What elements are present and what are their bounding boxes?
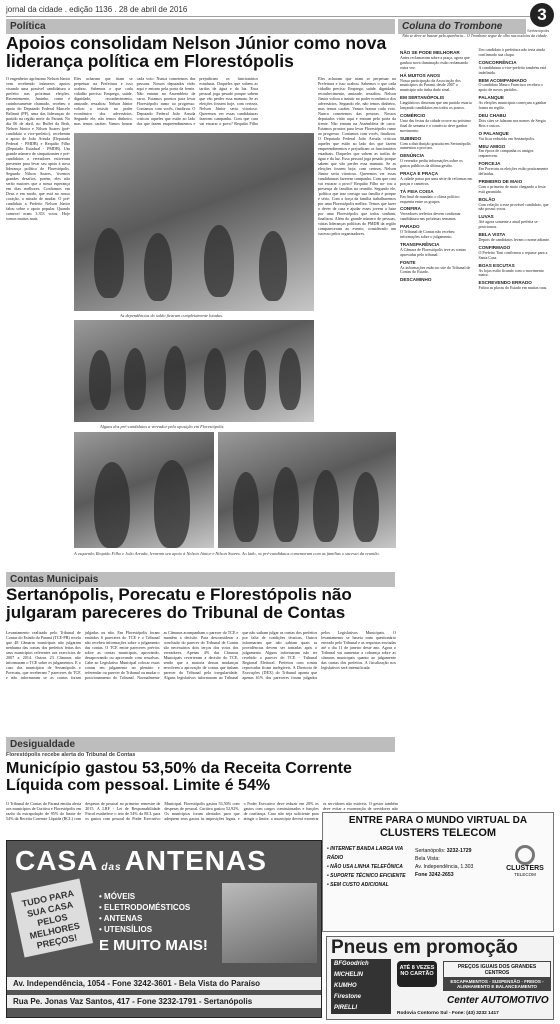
column-item-text: A candidatura a vice-prefeito também está indefinida.: [478, 64, 547, 75]
column-item-title: CONFIRA: [400, 206, 421, 212]
column-item-title: TÁ FEIA COISA: [400, 188, 434, 194]
column-item: [400, 137, 474, 152]
clusters-bullet: • SEM CUSTO ADICIONAL: [327, 882, 389, 888]
column-item-text: O Tribunal de Contas não recebeu informações sobre o julgamento.: [400, 229, 455, 239]
story1-body-right: Eles acharam que iriam se perpetuar na Prefeitura e isso acabou. Sabemos o que cada cidadão precisa: Emprego, saúde, dignidade, reconhecimento, amizade, ressaltou. Nelson Júnior voltou a insistir no poder econômico dos adversários. Segundo ele, não temos dinheiro, mas temos caráter. Vamos honrar cada voto. Nunca cometemos das pessoas. Nossos deputados virão aqui e entram pela porta da frente. Não entram na Assembleia de carro. Estamos prontos para levar Florestópolis rumo ao progresso. Contamos com vocês, finalizou. O Deputado Federal João Arruda criticou aqueles que estão ao lado dos que fazem empreendimentos e prejudicam os funcionários estaduais. Daqueles que sobem as tarifas de água e da luz. Essa pessoal joga pesado porque sabem que vão perder essa mamata. Se as eleições fossem hoje, com certeza, Nelson Júnior seria vitorioso. Queremos ver essas candidaturas fazerem campanha. Com que cara vai encarar o povo? Requião Filho no- tou a presença de famílias na reunião. Segundo ele, 'política que traz consigo sua família é porque é sério. Com a força da família trabalharemos por uma Florestópolis melhor. Temos que fazer o dever de casa e ajudar esses jovens a lutar por uma Florestópolis que todos sonham, finalizou. Além do grande número de pessoas, várias lideranças políticas do PMDB da região compareceram ao evento, considerado um sucesso pelos organizadores.: [318, 76, 396, 236]
column-item-title: BOAS ESCUTAS: [478, 262, 515, 268]
column-item-title: FONTE: [400, 259, 416, 265]
casa-product-image: [222, 883, 317, 963]
column-item-text: As lojas estão ficando com o movimento maior.: [478, 267, 544, 278]
clusters-logo: CLUSTERS TELECOM: [499, 845, 551, 885]
casa-address1: Av. Independência, 1054 - Fone 3242-3601 - Bela Vista do Paraíso: [7, 977, 321, 990]
column-item: [479, 180, 553, 195]
column-item-title: NÃO SE PODE MELHORAR: [400, 50, 460, 55]
clusters-bullet: • INTERNET BANDA LARGA VIA RÁDIO: [327, 846, 403, 861]
column-item-title: PARADO: [400, 224, 420, 230]
tire-brand: BFGoodrich: [334, 961, 369, 967]
column-item: [479, 132, 553, 142]
pneus-price-box: PREÇOS IGUAIS DOS GRANDES CENTROS: [443, 961, 551, 979]
pneus-title: Pneus em promoção: [331, 937, 518, 958]
column-item-text: Em final de mandato o clima político esquenta entre os grupos.: [400, 193, 460, 204]
pneus-brand: Center AUTOMOTIVO: [447, 995, 549, 1006]
story1-photo-families: [218, 432, 396, 548]
column-item-text: Com o primeiro de maio chegando a festa está garantida.: [478, 183, 546, 194]
column-item: [479, 114, 553, 129]
pneus-installments: ATÉ 8 VEZES NO CARTÃO: [397, 961, 437, 987]
clusters-contact: Sertanópolis: 3232-1729 Bela Vista: Av. Independência, 1.303 Fone 3242-2653: [415, 848, 474, 878]
column-item-text: As informações estão no site do Tribunal de Contas do Estado.: [400, 264, 471, 275]
ad-casa-antenas: [6, 840, 322, 1018]
column-item-text: Com relação a esse provável candidato, que não possui votos.: [478, 201, 549, 212]
story2-headline: Sertanópolis, Porecatu e Florestópolis não julgaram pareceres do Tribunal de Contas: [6, 585, 352, 622]
column-item: [400, 261, 474, 276]
column-item: [479, 264, 553, 279]
column-item: [479, 145, 553, 160]
column-item: [400, 207, 474, 222]
column-item: [400, 114, 474, 134]
section-desigualdade: Desigualdade: [6, 737, 395, 752]
masthead-line: jornal da cidade . edição 1136 . 28 de abril de 2016: [6, 5, 188, 14]
column-item-title: PRIMEIRO DE MAIO: [478, 178, 523, 184]
column-item-text: Vai ficar reduzido em Sertanópolis.: [478, 135, 536, 141]
casa-slogan: E MUITO MAIS!: [99, 937, 208, 954]
column-item-title: TRANSPARÊNCIA: [400, 241, 440, 247]
tire-brand: Firestone: [334, 994, 362, 1000]
story2-body: Levantamento realizado pelo Tribunal de Contas do Estado do Paraná (TCE-PR) revela que 48 Câmaras municipais não julgaram nenhuma das contas dos prefeitos feitas dos seus municípios referentes aos exercícios de 2007 a 2014. Outras 23 Câmaras não informaram o TCE sobre os julgamentos. E o caso dos municípios de Sertanópolis e Porecatu, que receberam 7 pareceres do TCE e não informaram se as contas foram julgadas ou não. Em Florestópolis foram emitidos 6 pareceres do TCE e o Tribunal não recebeu informações sobre o julgamento das contas. O TCE emite pareceres prévios sobre as contas municipais, aprovando, desaprovando ou aprovando com ressalvas. Cabe ao Legislativo Municipal colocar essas contas em julgamento no plenário e referendar ou parecer do Tribunal ou mudar o posicionamento do Tribunal. Normalmente as Câmaras acompanham o parecer do TCE e mantêm a decisão. Para desconsiderar a conclusão do parecer do Tribunal de Contas são necessários dois terços dos votos dos vereadores. Apenas 4% das Câmaras Municipais reverteram a decisão do TCE, sendo que a maioria dessas mudanças envolvem a aprovação de contas que tinham parecer do Tribunal pela irregularidade. Alguns legislativos informaram ao Tribunal que não saibam julgar as contas dos prefeitos por falta de condições técnicas. Outros informaram que não sabiam quais as providências devem ser tomadas após o julgamento. Alguns informaram não ter recebido o parecer do TCE - Tribunal Regional Eleitoral. Prefeitos com contas reprovadas ficam inelegíveis. A Diretoria de Execuções (DEX) do Tribunal aponta que apenas 61% dos pareceres foram julgados pelos Legislativos Municipais. O levantamento se baseia num questionário enviado pelo Tribunal e as respostas enviadas até o dia 11 de janeiro deste ano. Agora o Tribunal vai aumentar a cobrança sobre as câmaras municipais quanto ao julgamento das contas dos prefeitos. A fiscalização nos legislativos será intensificada.: [6, 630, 396, 680]
column-item-title: DESCAMINHO: [400, 277, 432, 283]
casa-stamp: TUDO PARA SUA CASA PELOS MELHORES PREÇOS!: [11, 878, 93, 957]
tire-brand: MICHELIN: [334, 972, 363, 978]
column-item: [479, 233, 553, 243]
column-body: [400, 48, 552, 828]
story1-headline: Apoios consolidam Nelson Júnior como nova liderança política em Florestópolis: [6, 33, 387, 72]
column-intro: Não se deve se basear pela aparência... O Trombone segue de olho nas notícias da cidade.: [402, 34, 548, 38]
column-item-title: BEM ACOMPANHADO: [478, 77, 527, 83]
column-item-title: MEU AMIGO: [478, 143, 506, 149]
column-item-title: CONFIRMADO: [478, 244, 511, 250]
column-item-text: Uma das festas da cidade ocorre no próximo final de semana e o comércio deve ganhar movimento.: [400, 117, 472, 133]
column-item: [479, 281, 553, 291]
column-item-title: DENÚNCIA: [400, 153, 425, 159]
story1-photo-hall: [74, 133, 314, 311]
column-item: [400, 74, 474, 94]
pneus-brands: [331, 959, 391, 1014]
pneus-services: ESCAPAMENTOS - SUSPENSÃO - FREIOS - ALINHAMENTO E BALANCEAMENTO: [443, 977, 551, 991]
story1-photo-deputies: [74, 432, 214, 548]
story1-lead: O engenheiro agrônomo Nelson Júnior vem recebendo inúmeros apoios visando uma possível candidatura a prefeito nas próximas eleições. Recentemente, Juninho, como é carinhosamente chamado, recebeu o apoio do Deputado Federal Marcelo Belinati (PP), uma das lideranças do partido na região norte do Paraná. No dia 06 de abril, no Buffet da Beth, Nelson Júnior e Nilson Soares (pré-candidato a vice-prefeito), receberam o apoio de João Arruda (Deputado Federal - PMDB) e Requião Filho (Deputado Estadual - PMDB). Um grande número de simpatizantes e pré-candidatos a vereadores estiveram presentes para levar seu apoio à nova liderança política de Florestópolis. Segundo Nilson Soares, 'tivemos grandes desafios, porém, eles não serão maiores que a nossa esperança em dias melhores. Confiamos em Deus e em modo, que está no nosso coração, a missão de mudar. O pré-candidato a Prefeito Nelson Júnior falou sobre o apoio popular. Quando comecei eram 3.353 votos. Hoje somos muitos mais.: [6, 76, 70, 221]
tire-brand: PIRELLI: [334, 1005, 358, 1011]
column-item-title: EM SERTANÓPOLIS: [400, 95, 445, 101]
column-item-title: LUVAS: [478, 214, 494, 220]
casa-address2: Rua Pe. Jonas Vaz Santos, 417 - Fone 3232-1791 - Sertanópolis: [7, 995, 321, 1008]
column-item-text: Faltou as placas do Estado em muitas ruas.: [478, 285, 548, 291]
clusters-bullets: [327, 845, 413, 890]
column-item-text: Com a distribuição gratuita em Sertanópolis aumentou a procura.: [400, 140, 471, 151]
column-item: [479, 61, 553, 76]
casa-item: • ELETRODOMÉSTICOS: [99, 903, 191, 912]
column-item-text: O vereador pediu informações sobre os gastos públicos da última gestão.: [400, 158, 463, 169]
column-item-text: Até agora somente a atual prefeita se posicionou.: [478, 219, 538, 230]
ad-clusters: [322, 812, 554, 932]
story3-body: O Tribunal de Contas do Paraná emitiu alerta aos municípios de Curiúva e Florestópolis em razão da extrapolação de 95% do limite de 54% da Receita Corrente Líquida (RCL) com despesas de pessoal no primeiro semestre de 2015. A LRF - Lei de Responsabilidade Fiscal estabelece o teto de 54% da RCL para os gastos com pessoal do Poder Executivo Municipal. Florestópolis gastou 53,50% com despesas de pessoal. Curiúva gastou 52,92%. Os municípios foram alertados para que adequem seus gastos às imposições legais, e o Poder Executivo deve reduzir em 20% os gastos com cargos comissionados e funções de confiança. Caso não seja suficiente para atingir o limite, o município deverá exonerar os servidores não estáveis. O gestor também deve evitar a exoneração de servidores não: [6, 801, 398, 821]
column-item: [400, 190, 474, 205]
clusters-bullet: • SUPORTE TÉCNICO EFICIENTE: [327, 873, 406, 879]
column-item-text: Antes reclamavam sobre a praça, agora que ganhou nova iluminação estão reclamando outra vez.: [400, 54, 470, 70]
clusters-title1: ENTRE PARA O MUNDO VIRTUAL DA: [348, 815, 528, 826]
tire-brand: KUMHO: [334, 983, 357, 989]
column-item-text: Vereadores reeleitos devem confirmar candidatura nas próximas semanas.: [400, 211, 461, 222]
pneus-address: Rodovia Contorno Sul - Fone: (43) 3232 1417: [397, 1011, 499, 1016]
column-item-title: SUBINDO: [400, 135, 422, 141]
story1-body: Eles acharam que iriam se perpetuar na Prefeitura e isso acabou. Sabemos o que cada cidadão precisa: Emprego, saúde, dignidade, reconhecimento, amizade, ressaltou. Nelson Júnior voltou a insistir no poder econômico dos adversários. Segundo ele, não temos dinheiro, mas temos caráter. Vamos honrar cada voto. Nunca cometemos das pessoas. Nossos deputados virão aqui e entram pela porta da frente. Não entram na Assembleia de carro. Estamos prontos para levar Florestópolis rumo ao progresso. Contamos com vocês, finalizou. O Deputado Federal João Arruda criticou aqueles que estão ao lado dos que fazem empreendimentos e prejudicam os funcionários estaduais. Daqueles que sobem as tarifas de água e da luz. Essa pessoal joga pesado porque sabem que vão perder essa mamata. Se as eleições fossem hoje, com certeza, Nelson Júnior seria vitorioso. Queremos ver essas candidaturas fazerem campanha. Com que cara vai encarar o povo? Requião Filho: [74, 76, 258, 126]
column-item-text: Dois sites se falaram nos nomes de Sergio Reis e outros.: [478, 117, 546, 128]
column-item-title: CONCORRÊNCIA: [478, 59, 517, 65]
column-item-text: O candidato Mauro Francisco recebeu o apoio de novos partidos.: [478, 82, 543, 93]
clusters-bullet: • NÃO USA LINHA TELEFÔNICA: [327, 864, 403, 870]
casa-title: CASA das ANTENAS: [15, 845, 267, 876]
header-rule: [6, 16, 530, 17]
column-item-text: O Prefeito Toni confirmou o repasse para a Santa Casa.: [478, 249, 548, 260]
casa-items: [99, 891, 219, 935]
page-tag: Sertanópolis: [527, 28, 550, 33]
section-politica: Política: [6, 19, 395, 34]
section-contas: Contas Municipais: [6, 572, 395, 587]
column-item: [400, 154, 474, 169]
column-item: [400, 51, 474, 71]
column-item-text: Um candidato à prefeitura não teria ainda confirmado sua chapa.: [478, 48, 545, 57]
story1-caption-deputies: A esquerda, Requião Filho e João Arruda, levaram seu apoio à Nelson Júnior e Nilson Soares. Ao lado, os pré-candidatos comemoram com as famílias o sucesso da reunião.: [74, 551, 380, 556]
column-item: [479, 198, 553, 213]
column-item-title: PRAÇA E PRAÇA: [400, 171, 439, 177]
column-item: [479, 246, 553, 261]
column-item: [400, 225, 474, 240]
column-item-text: Em Porecatu as eleições estão praticamente definidas.: [478, 166, 549, 177]
ad-pneus: [326, 936, 554, 1020]
column-item: [479, 79, 553, 94]
column-item-title: BELA VISTA: [478, 232, 506, 238]
column-item: [479, 96, 553, 111]
section-coluna: Coluna do Trombone: [398, 19, 526, 34]
column-item-text: Depois de candidatos levam o nome adiante.: [478, 237, 550, 242]
page-number: 3: [530, 3, 554, 27]
story1-caption-group: Alguns dos pré-candidatos a vereador pela oposição em Florestópolis.: [100, 424, 225, 429]
column-item-text: A cidade passa por uma série de reformas em praças e canteiros.: [400, 175, 473, 186]
story1-caption-hall: As dependências do salão ficaram completamente lotadas.: [120, 313, 224, 318]
casa-item: • MÓVEIS: [99, 892, 136, 901]
column-item: [400, 243, 474, 258]
story3-headline: Município gastou 53,50% da Receita Corrente Líquida com pessoal. Limite é 54%: [6, 760, 352, 794]
column-item: [400, 172, 474, 187]
column-item-title: BOLÃO: [478, 196, 496, 202]
casa-item: • ANTENAS: [99, 914, 143, 923]
column-item-text: Nossa participação da Associação dos municípios do Paraná, desde 2007 o município não tinha dado sinal.: [400, 77, 461, 93]
column-item-title: ESCREVENDO ERRADO: [478, 280, 532, 286]
column-item: [479, 215, 553, 230]
column-item-title: PALANQUE: [478, 95, 504, 101]
column-item-text: As eleições municipais começam a ganhar forma na região.: [478, 100, 547, 111]
column-item: [479, 162, 553, 177]
story1-photo-group: [74, 320, 314, 422]
column-item-text: Em época de campanha os amigos reaparecem.: [478, 148, 534, 159]
clusters-title2: CLUSTERS TELECOM: [379, 827, 497, 839]
column-item-title: O PALANQUE: [478, 130, 509, 136]
casa-item: • UTENSÍLIOS: [99, 925, 153, 934]
column-item-title: HÁ MUITOS ANOS: [400, 72, 441, 78]
column-item: [400, 96, 474, 111]
column-item-text: A Câmara de Florestópolis teve as contas aprovadas pelo tribunal.: [400, 246, 466, 257]
story3-kicker: Florestópolis recebe alerta do Tribunal de Contas: [6, 752, 136, 758]
column-item-title: FORCEJA: [478, 161, 501, 167]
column-item-title: COMÉRCIO: [400, 112, 426, 118]
column-item-text: Lingüísticos disseram que um partido estaria lançando candidatos em todos os postos.: [400, 100, 472, 111]
column-item-title: DEU CHABU: [478, 112, 507, 118]
